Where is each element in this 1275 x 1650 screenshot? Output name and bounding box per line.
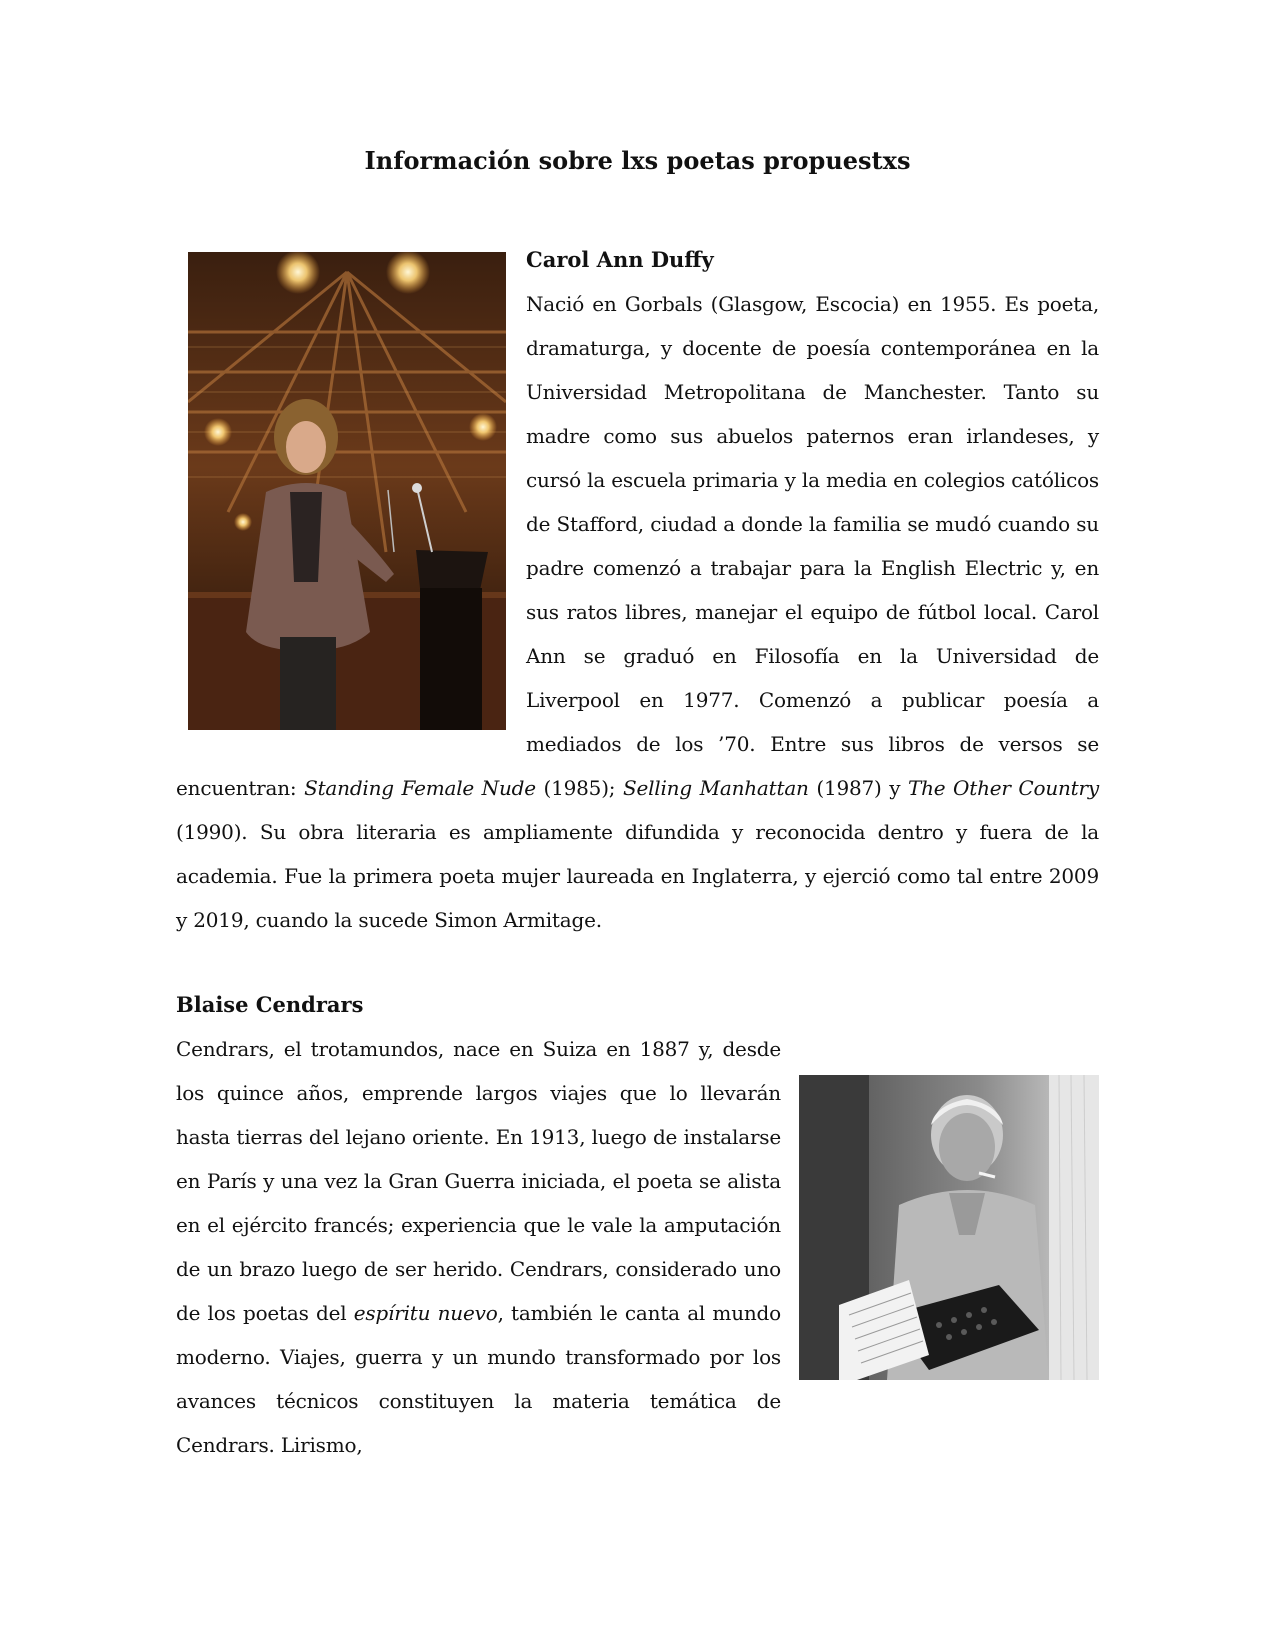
book-title: The Other Country	[907, 776, 1099, 800]
poet-section-cendrars	[176, 992, 1099, 1467]
duffy-photo	[188, 252, 506, 730]
bio-text: (1990). Su obra literaria es ampliamente difundida y reconocida dentro y fuera de la academia. Fue la primera poeta mujer laureada en Inglaterra, y ejerció como tal entre 2009 y 2019, cuando la sucede Simon Armitage.	[176, 820, 1099, 932]
page-title: Información sobre lxs poetas propuestxs	[364, 146, 911, 175]
cendrars-photo	[799, 1075, 1099, 1380]
bio-text: (1985);	[535, 776, 623, 800]
poet-name-cendrars: Blaise Cendrars	[176, 992, 364, 1017]
bio-text: (1987) y	[808, 776, 908, 800]
bio-text: Nació en Gorbals (Glasgow, Escocia) en 1955. Es poeta, dramaturga, y docente de poesía contemporánea en la Universidad Metropolitana de Manchester. Tanto su madre como sus abuelos paternos eran irlandeses, y cursó la escuela primaria y la media en colegios católicos de Stafford, ciudad a donde la familia se mudó cuando su padre comenzó a trabajar para la English Electric y, en sus ratos libres, manejar el equipo de fútbol local. Carol Ann se graduó en Filosofía en la Universidad de Liverpool en 1977. Comenzó a publicar poesía a mediados de los ’70. Entre sus libros de versos se encuentran:	[176, 292, 1099, 800]
concept-term: espíritu nuevo	[353, 1301, 498, 1325]
book-title: Standing Female Nude	[304, 776, 536, 800]
bio-text: , también le canta al mundo moderno. Viajes, guerra y un mundo transformado por los avances técnicos constituyen la materia temática de Cendrars. Lirismo,	[176, 1301, 782, 1457]
bio-text: Cendrars, el trotamundos, nace en Suiza en 1887 y, desde los quince años, emprende largos viajes que lo llevarán hasta tierras del lejano oriente. En 1913, luego de instalarse en París y una vez la Gran Guerra iniciada, el poeta se alista en el ejército francés; experiencia que le vale la amputación de un brazo luego de ser herido. Cendrars, considerado uno de los poetas del	[176, 1037, 781, 1325]
poet-section-duffy	[176, 238, 1099, 942]
poet-name-duffy: Carol Ann Duffy	[526, 247, 714, 272]
book-title: Selling Manhattan	[622, 776, 809, 800]
